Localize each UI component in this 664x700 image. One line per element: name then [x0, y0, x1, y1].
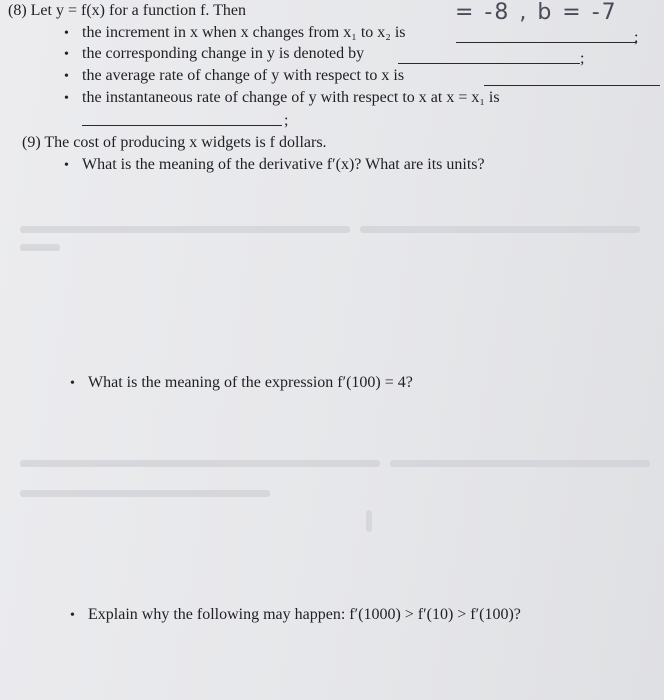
bleed-through-line [390, 460, 650, 467]
terminator: ; [284, 112, 289, 129]
bleed-through-line [20, 460, 380, 467]
bleed-through-line [20, 244, 60, 251]
q9-bullet-derivative: • What is the meaning of the derivative f′(x)? What are its units? [64, 156, 485, 173]
q8-bullet-average: • the average rate of change of y with respect to x is [64, 67, 405, 84]
q9-bullet-explain: • Explain why the following may happen: f′(1000) > f′(10) > f′(100)? [70, 606, 521, 623]
bleed-through-line [20, 490, 270, 497]
q9-bullet-expression: • What is the meaning of the expression f′(100) = 4? [70, 374, 413, 391]
bleed-through-mark [366, 510, 372, 532]
bleed-through-line [360, 226, 640, 233]
bleed-through-line [20, 226, 350, 233]
handwritten-note: = -8 , b = -7 [455, 0, 618, 25]
q8-bullet-increment: • the increment in x when x changes from x₁ to x₂ is [64, 24, 406, 41]
q8-bullet-change: • the corresponding change in y is denoted by [64, 45, 365, 62]
q8-bullet-instantaneous: • the instantaneous rate of change of y with respect to x at x = x₁ is [64, 89, 500, 106]
q8-intro: (8) Let y = f(x) for a function f. Then [8, 2, 246, 19]
terminator: ; [580, 50, 585, 67]
q9-intro: (9) The cost of producing x widgets is f dollars. [22, 134, 327, 151]
terminator: ; [634, 29, 639, 46]
